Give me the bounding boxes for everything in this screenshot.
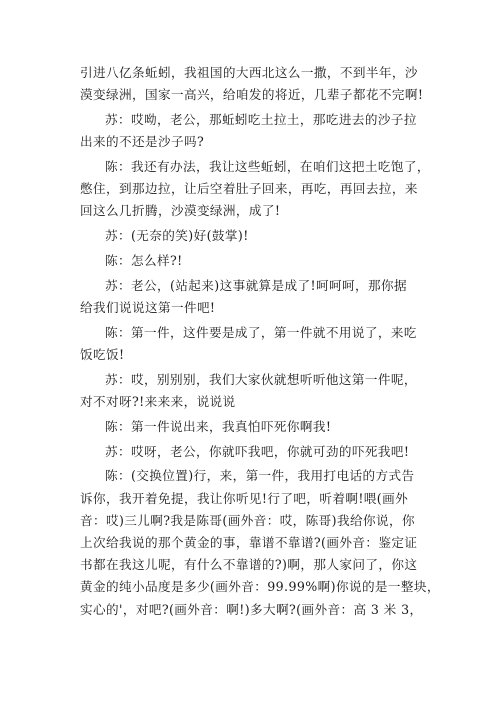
dialogue-paragraph bbox=[80, 465, 442, 620]
dialogue-paragraph bbox=[80, 156, 442, 223]
text-line: 苏：哎呀，老公，你就吓我吧，你就可劲的吓死我吧! bbox=[105, 443, 410, 459]
text-line: 陈：怎么样?! bbox=[105, 253, 183, 268]
text-line: 实心的'，对吧?(画外音：啊!)多大啊?(画外音：高 3 米 3， bbox=[80, 601, 423, 617]
dialogue-paragraph bbox=[80, 441, 442, 463]
text-line: 引进八亿条蚯蚓，我祖国的大西北这么一撒，不到半年，沙 bbox=[80, 65, 418, 80]
text-line: 给我们说说这第一件吧! bbox=[80, 300, 216, 315]
text-line: 上次给我说的那个黄金的事，靠谱不靠谱?(画外音：鉴定证 bbox=[80, 535, 418, 550]
dialogue-paragraph bbox=[80, 62, 442, 106]
dialogue-paragraph bbox=[80, 416, 442, 438]
text-line: 饭吃饭! bbox=[80, 347, 125, 362]
dialogue-paragraph bbox=[80, 275, 442, 319]
text-line: 陈：第一件，这件要是成了，第一件就不用说了，来吃 bbox=[105, 324, 417, 340]
text-line: 苏：老公，(站起来)这事就算是成了!呵呵呵，那你据 bbox=[105, 277, 407, 293]
text-line: 漠变绿洲，国家一高兴，给咱发的将近，几辈子都花不完啊! bbox=[80, 87, 424, 103]
text-line: 陈：我还有办法，我让这些蚯蚓，在咱们这把土吃饱了， bbox=[105, 159, 430, 174]
dialogue-paragraph bbox=[80, 369, 442, 413]
dialogue-paragraph bbox=[80, 225, 442, 247]
text-line: 苏：(无奈的笑)好(鼓掌)! bbox=[105, 228, 249, 244]
dialogue-paragraph bbox=[80, 250, 442, 272]
text-line: 音：哎)三儿啊?我是陈哥(画外音：哎，陈哥)我给你说，你 bbox=[80, 512, 415, 528]
text-line: 回这么几折腾，沙漠变绿洲，成了! bbox=[80, 203, 281, 219]
text-line: 书都在我这儿呢，有什么不靠谱的?)啊，那人家问了，你这 bbox=[80, 557, 418, 573]
dialogue-paragraph bbox=[80, 109, 442, 153]
text-line: 出来的不还是沙子吗? bbox=[80, 134, 205, 150]
text-line: 憋住，到那边拉，让后空着肚子回来，再吃，再回去拉，来 bbox=[80, 181, 418, 197]
text-line: 诉你，我开着免提，我让你听见!行了吧，听着啊!喂(画外 bbox=[80, 490, 409, 506]
text-line: 陈：(交换位置)行，来，第一件，我用打电话的方式告 bbox=[105, 468, 415, 484]
text-line: 苏：哎呦，老公，那蚯蚓吃土拉土，那吃进去的沙子拉 bbox=[105, 112, 417, 127]
text-line: 黄金的纯小品度是多少(画外音：99.99%啊)你说的是一整块， bbox=[80, 579, 440, 595]
text-line: 苏：哎，别别别，我们大家伙就想听听他这第一件呢， bbox=[105, 371, 417, 387]
text-line: 陈：第一件说出来，我真怕吓死你啊我! bbox=[105, 418, 332, 434]
text-line: 对不对呀?!来来来，说说说 bbox=[80, 394, 236, 409]
dialogue-paragraph bbox=[80, 322, 442, 366]
